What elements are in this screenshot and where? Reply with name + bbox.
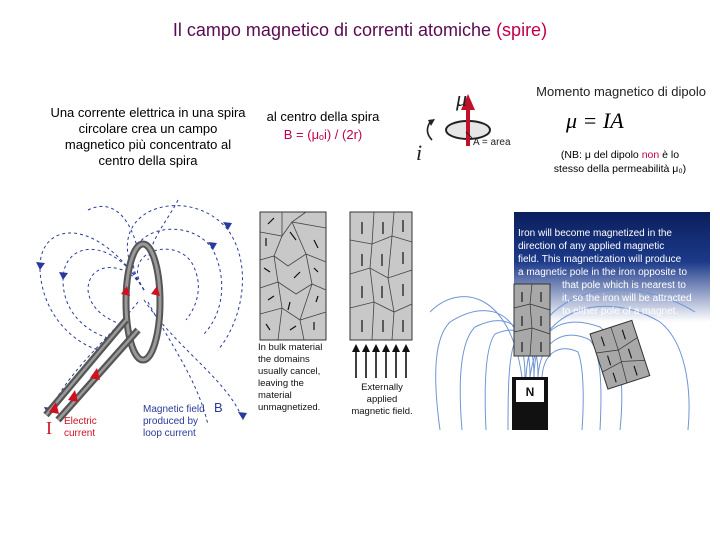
iron-piece-upper [514,284,550,356]
loop-field-figure [28,190,258,440]
arrowhead [392,344,400,352]
iron-magnetization-figure [430,212,710,430]
arrowhead [352,344,360,352]
arrowhead [382,344,390,352]
dipole-title: Momento magnetico di dipolo [536,84,706,99]
caption-line: field. This magnetization will produce [518,254,682,265]
desc-line: circolare crea un campo [78,121,218,136]
applied-field-arrowheads [352,344,410,352]
caption-line: applied [366,394,398,405]
caption-line: leaving the [258,378,304,389]
current-label: current [64,428,96,439]
arrowhead [362,344,370,352]
caption-line: material [258,390,292,401]
field-arrowhead [59,272,68,280]
field-symbol: B [214,400,223,415]
arrowhead [372,344,380,352]
dipole-loop-diagram [410,86,525,166]
applied-field-caption [351,382,412,417]
note-line-2: stesso della permeabilità μ₀) [553,163,687,175]
caption-line: In bulk material [258,342,323,353]
unmagnetized-block [260,212,326,340]
center-field-formula: B = (μₒi) / (2r) [283,127,363,142]
dipole-note [520,148,720,176]
caption-line: unmagnetized. [258,402,321,413]
current-i-label: i [416,140,423,165]
center-line: al centro della spira [266,109,380,124]
note-prefix: (NB: μ del dipolo [560,149,642,161]
title-accent: (spire) [496,20,548,40]
north-pole-label: N [525,385,535,399]
desc-line: magnetico più concentrato al [64,137,232,152]
center-of-loop-text [258,108,388,144]
field-line [88,206,138,250]
caption-line: it, so the iron will be attracted [562,293,692,304]
current-label: Electric [64,416,97,427]
caption-line: the domains [258,354,310,365]
note-suffix: è lo [659,149,680,161]
desc-line: Una corrente elettrica in una spira [50,105,246,120]
lead-wire-highlight [46,320,126,415]
note-line-1 [520,148,720,162]
caption-line: a magnetic pole in the iron opposite to [518,267,687,278]
current-symbol: I [46,418,52,438]
field-line [127,206,242,350]
field-label: loop current [143,428,196,439]
caption-line: to either pole of a magnet. [562,306,679,317]
caption-line: direction of any applied magnetic [518,241,665,252]
caption-line: that pole which is nearest to [562,280,686,291]
field-line [88,268,144,326]
arrowhead [402,344,410,352]
note-emphasis: non [641,149,660,161]
bulk-material-caption [258,342,322,413]
field-line [138,249,199,320]
caption-line: usually cancel, [258,366,321,377]
page-title [0,20,720,41]
desc-line: centro della spira [98,153,198,168]
area-label: A = area [473,137,511,148]
title-main: Il campo magnetico di correnti atomiche [172,20,497,40]
field-label: produced by [143,416,199,427]
loop-description [30,105,266,169]
caption-line: Iron will become magnetized in the [518,228,672,239]
magnetic-domains-figure [252,210,427,430]
caption-line: magnetic field. [351,406,413,417]
mu-label: μ [456,86,468,111]
field-arrowhead [238,412,247,420]
applied-field-arrows [356,348,406,378]
field-arrowhead [36,262,45,270]
dipole-moment-formula: μ = IA [566,108,624,133]
field-label: Magnetic field [143,404,205,415]
field-arrowhead [223,222,232,230]
field-arrowhead [208,242,217,250]
caption-line: Externally [361,382,403,393]
